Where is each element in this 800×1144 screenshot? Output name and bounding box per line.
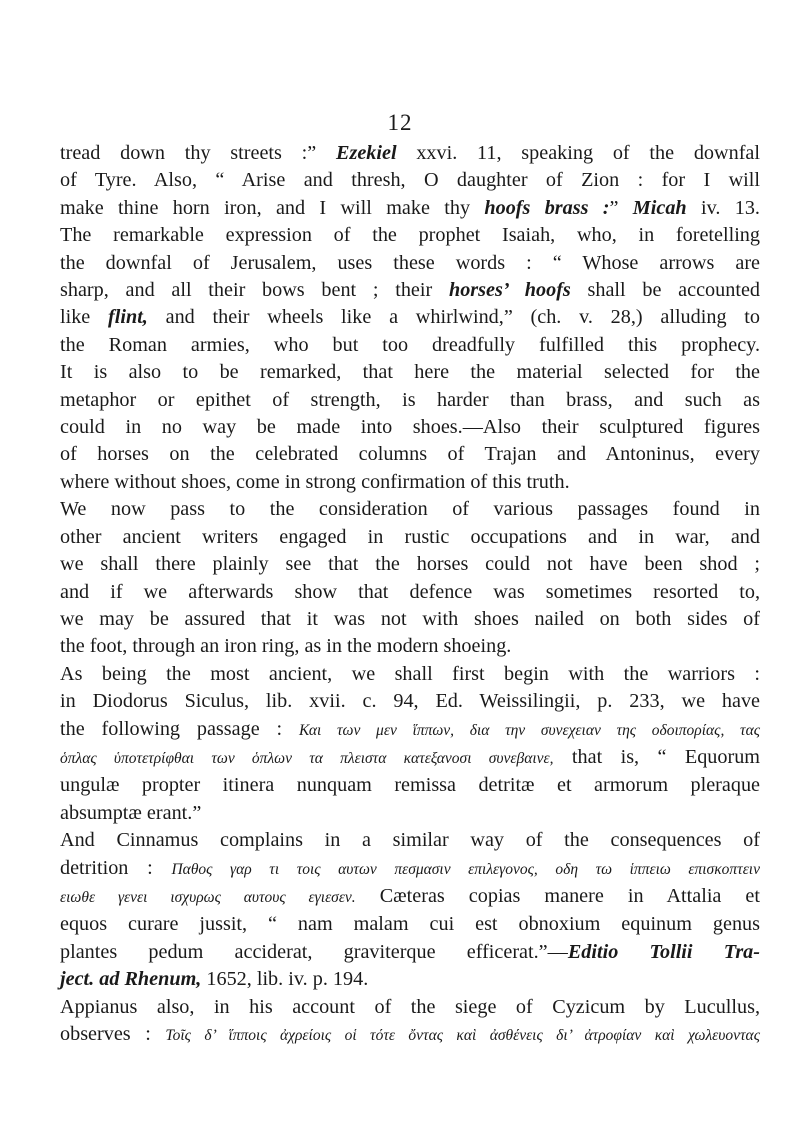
text-line [60,140,760,167]
text-run: metaphor or epithet of strength, is harder than brass, and such as [60,388,760,411]
text-line [60,661,760,688]
text-run: and their wheels like a whirlwind,” (ch. v. 28,) alluding to [147,306,760,329]
text-line [60,939,760,966]
text-run: Cæteras copias manere in Attalia et [355,884,760,907]
emphasis-text: hoofs brass : [484,196,610,219]
text-line [60,579,760,606]
text-line [60,304,760,331]
text-line [60,524,760,551]
text-run: that is, “ Equorum [553,745,760,768]
text-line [60,1021,760,1049]
text-run: we may be assured that it was not with shoes nailed on both sides of [60,607,760,630]
greek-quotation: Και των μεν ἵππων, δια την συνεχειαν της οδοιπορίας, τας [298,721,760,739]
body-text [60,140,760,1049]
text-line [60,222,760,249]
text-line [60,441,760,468]
text-run: plantes pedum acciderat, graviterque efficerat.”— [60,940,568,963]
greek-quotation: ειωθε γενει ισχυρως αυτους εγιεσεν. [60,888,356,906]
text-run: As being the most ancient, we shall first begin with the warriors : [60,662,760,685]
text-run: the Roman armies, who but too dreadfully fulfilled this prophecy. [60,333,760,356]
greek-quotation: ὁπλας ὑποτετρίφθαι των ὁπλων τα πλειστα κατεξανοσι συνεβαινε, [60,749,554,767]
text-line [60,551,760,578]
text-run: other ancient writers engaged in rustic occupations and in war, and [60,525,760,548]
text-run: tread down thy streets :” [60,142,336,164]
text-run: shall be accounted [570,279,760,302]
text-run: could in no way be made into shoes.—Also their sculptured figures [60,416,760,439]
text-line [60,332,760,359]
text-run: iv. 13. [686,196,760,219]
text-line [60,277,760,304]
text-run: Appianus also, in his account of the siege of Cyzicum by Lucullus, [60,995,760,1018]
text-run: the following passage : [60,717,299,740]
greek-quotation: Τοῖς δ’ ἵπποις ἀχρείοις οἱ τότε ὄντας καὶ ἀσθένεις δι’ ἀτροφίαν καὶ χωλευοντας [165,1027,760,1044]
text-run: observes : [60,1023,166,1045]
text-line [60,688,760,715]
text-line [60,772,760,799]
text-line [60,359,760,386]
text-run: detrition : [60,856,172,879]
emphasis-text: ject. ad Rhenum, [60,968,202,991]
text-run: equos curare jussit, “ nam malam cui est obnoxium equinum genus [60,913,760,936]
text-run: the downfal of Jerusalem, uses these words : “ Whose arrows are [60,251,760,274]
greek-quotation: Παθος γαρ τι τοις αυτων πεσμασιν επιλεγονος, οδη τω ἱππειω επισκοπτειν [171,860,760,878]
emphasis-text: horses’ hoofs [448,279,571,302]
text-run: of horses on the celebrated columns of Trajan and Antoninus, every [60,443,760,466]
text-run: and if we afterwards show that defence was sometimes resorted to, [60,580,760,603]
text-line [60,414,760,441]
text-run: And Cinnamus complains in a similar way of the consequences of [60,829,760,852]
text-run: ” [609,196,633,219]
text-line [60,167,760,194]
text-line [60,387,760,414]
text-line [60,994,760,1021]
emphasis-text: Micah [632,196,687,219]
text-line [60,606,760,633]
text-line [60,855,760,883]
text-line [60,496,760,523]
text-run: sharp, and all their bows bent ; their [60,279,449,302]
text-line [60,716,760,744]
text-run: of Tyre. Also, “ Arise and thresh, O daughter of Zion : for I will [60,169,760,192]
text-run: we shall there plainly see that the horses could not have been shod ; [60,553,760,576]
text-line [60,827,760,854]
emphasis-text: Ezekiel [336,142,397,164]
text-run: It is also to be remarked, that here the material selected for the [60,361,760,384]
emphasis-text: flint, [108,306,148,329]
text-line [60,633,760,660]
text-line [60,883,760,911]
text-line [60,800,760,827]
text-line [60,966,760,993]
text-run: The remarkable expression of the prophet Isaiah, who, in foretelling [60,224,760,247]
text-line [60,744,760,772]
text-run: in Diodorus Siculus, lib. xvii. c. 94, Ed. Weissilingii, p. 233, we have [60,690,760,713]
text-run: where without shoes, come in strong confirmation of this truth. [60,470,570,493]
page-number: 12 [387,110,413,135]
text-run: ungulæ propter itinera nunquam remissa detritæ et armorum pleraque [60,774,760,797]
text-run: the foot, through an iron ring, as in the modern shoeing. [60,635,512,658]
text-run: absumptæ erant.” [60,801,202,824]
emphasis-text: Editio Tollii Tra- [567,940,760,963]
text-run: We now pass to the consideration of various passages found in [60,498,760,521]
text-run: make thine horn iron, and I will make thy [60,196,485,219]
text-line [60,195,760,222]
text-run: like [60,306,109,329]
text-line [60,469,760,496]
text-run: xxvi. 11, speaking of the downfal [396,142,760,164]
text-line [60,911,760,938]
text-run: 1652, lib. iv. p. 194. [201,968,369,991]
text-line [60,250,760,277]
